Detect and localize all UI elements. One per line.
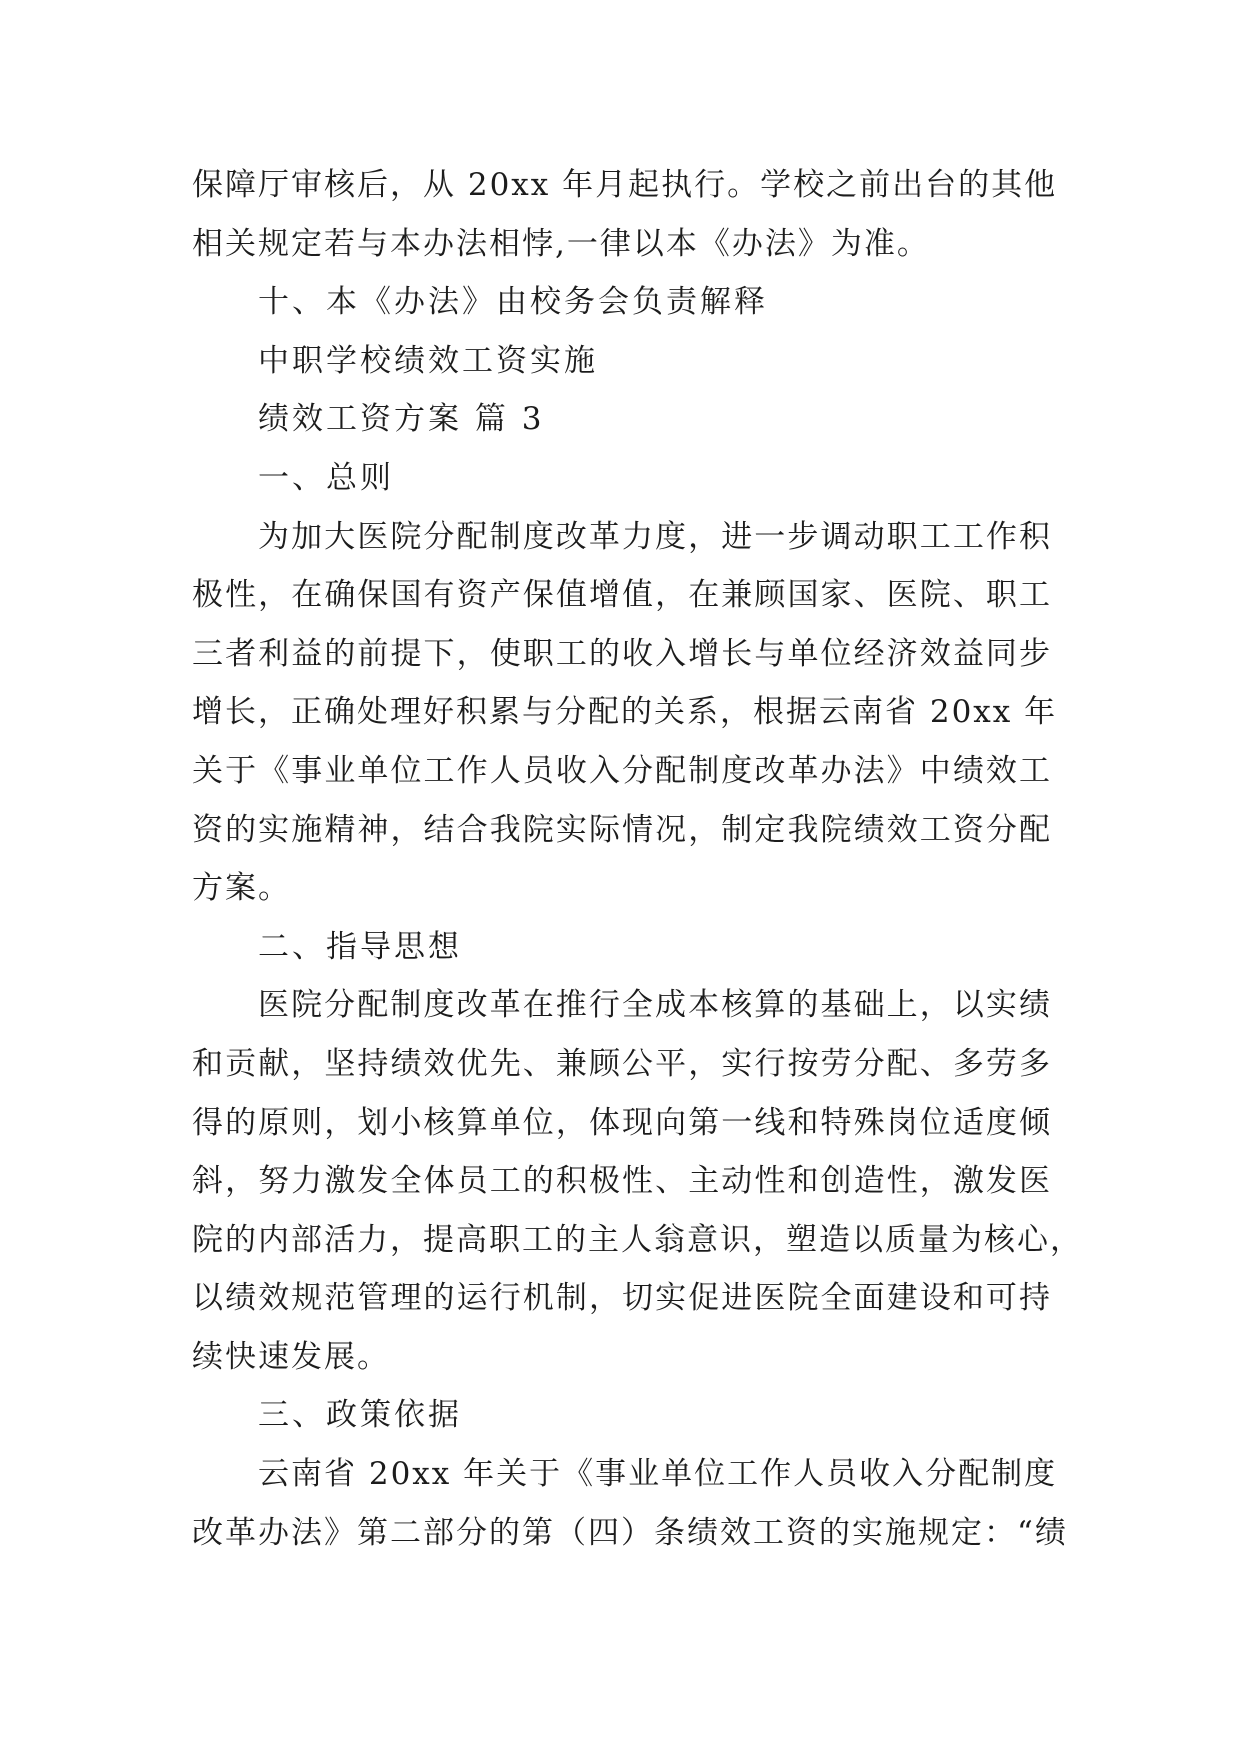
text-line: 三者利益的前提下，使职工的收入增长与单位经济效益同步 xyxy=(192,635,1052,672)
text-line: 资的实施精神，结合我院实际情况，制定我院绩效工资分配 xyxy=(192,811,1052,848)
text-line: 云南省 20xx 年关于《事业单位工作人员收入分配制度 xyxy=(258,1456,1058,1493)
text-line: 相关规定若与本办法相悖,一律以本《办法》为准。 xyxy=(192,225,930,262)
text-line: 方案。 xyxy=(192,870,291,907)
text-line: 院的内部活力，提高职工的主人翁意识，塑造以质量为核心， xyxy=(192,1221,1083,1258)
text-line: 斜，努力激发全体员工的积极性、主动性和创造性，激发医 xyxy=(192,1163,1052,1200)
document-title: 中职学校绩效工资实施 xyxy=(258,342,598,379)
text-line: 续快速发展。 xyxy=(192,1338,390,1375)
section-heading: 一、总则 xyxy=(258,459,394,496)
text-line: 改革办法》第二部分的第（四）条绩效工资的实施规定：“绩 xyxy=(192,1514,1068,1551)
section-heading: 三、政策依据 xyxy=(258,1397,462,1434)
section-heading: 二、指导思想 xyxy=(258,928,462,965)
text-line: 增长，正确处理好积累与分配的关系，根据云南省 20xx 年 xyxy=(192,694,1058,731)
text-line: 极性，在确保国有资产保值增值，在兼顾国家、医院、职工 xyxy=(192,577,1052,614)
section-heading: 十、本《办法》由校务会负责解释 xyxy=(258,284,768,321)
text-line: 以绩效规范管理的运行机制，切实促进医院全面建设和可持 xyxy=(192,1280,1052,1317)
text-line: 得的原则，划小核算单位，体现向第一线和特殊岗位适度倾 xyxy=(192,1104,1052,1141)
document-page xyxy=(192,156,1083,1562)
chapter-title: 绩效工资方案 篇 3 xyxy=(258,401,545,438)
text-line: 医院分配制度改革在推行全成本核算的基础上，以实绩 xyxy=(258,987,1052,1024)
text-line: 关于《事业单位工作人员收入分配制度改革办法》中绩效工 xyxy=(192,752,1052,789)
text-line: 和贡献，坚持绩效优先、兼顾公平，实行按劳分配、多劳多 xyxy=(192,1045,1052,1082)
text-line: 为加大医院分配制度改革力度，进一步调动职工工作积 xyxy=(258,518,1052,555)
text-line: 保障厅审核后，从 20xx 年月起执行。学校之前出台的其他 xyxy=(192,167,1058,203)
